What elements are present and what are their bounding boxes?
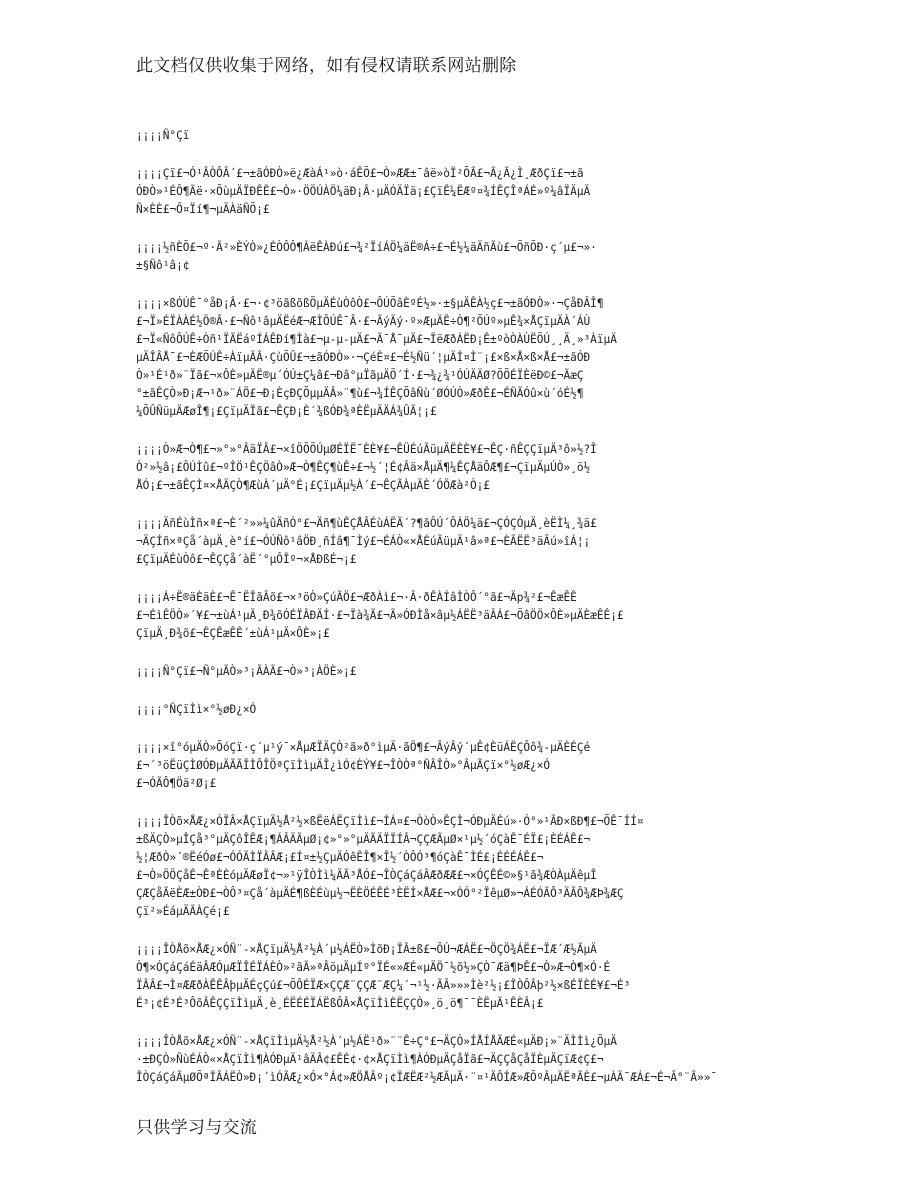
paragraph: ¡¡¡¡Ò»Æ¬Ò¶£¬»°»°ÂäÏÂ£¬×îÖÕÕÚµØÉÏË¯ÈÈ¥£¬ÊÜÉúÃüµÄËÈÈ¥£¬ÊÇ·ñÊÇÇïµÄ³ô»½?Î Ò²»½â¡£ÔÚÌû£¬ºÎÖ¹ÊÇÖâÒ»Æ¬Ò¶ÊÇ¶ùÊ÷£¬½´¦É¢Âä×ÅµÄ¶¼ÊÇÅäÔÆ¶£¬ÇïµÄµÚÒ»¸ö½ ÅÓ¡£¬±ãÊÇÌ¤×ÅÄÇÒ¶ÆùÀ´µÄ°É¡£ÇïµÄµ½À´£¬ÊÇÃÀµÄÈ´ÓÖÆà²Ò¡£ (136, 443, 597, 492)
page-footer: 只供学习与交流 (136, 1118, 258, 1138)
paragraph: ¡¡¡¡×î°óµÄÒ»ÕóÇï·ç´µ¹ý¯×ÅµÆÏÄÇÒ²ã»ð°ìµÄ·ãÖ¶£¬ÂýÂý´µÊ¢ÈüÁËÇÔô¾-µÄÈÉÇé £¬´³öËüÇÌØÓÐµÄÃÃÎÌÔÎÖªÇïÌìµÄÎ¿ìÓ¢ÈÝ¥£¬ÎÒÒª°ÑÂÎÒ»°ÂµÃÇï×°½øÆ¿×Ó £¬ÓÃÔ¶Öä²Ø¡£ (136, 741, 591, 790)
paragraph: ¡¡¡¡ÎÒÅõ×ÅÆ¿×ÓÑ¨-×ÅÇïµÄ½Å²½À´µ½ÁËÒ»ÌõÐ¡ÏÂ±ß£¬ÔÚ¬ÆÁË£¬ÖÇÖ¾ÁË£¬ÏÆ´Æ½ÃµÄ Ò¶×ÓÇáÇáÉäÂÆÓµÆÏÎÉÏÁÈÒ»²ãÃ»ªÂöµÄµÍº°ÏÉ«»ÆÉ«µÄÖ¯½õ½»ÇÒ¯Æä¶ÞÊ£¬Ò»Æ¬Ò¶×Ó·É ÏÂÂ£¬Ì¤ÆÆðÀÊÊÂþµÄÉçÇú£¬ÕÔÉÏÆ×ÇÇÆ¨ÇÇÆ¨ÆÇ¼´¬¹½·ÃÂ»»»Ìè²½¡£ÎÒÔÂþ²½×ßÉÏÈÉ¥£¬É³ É³¡¢É³É³ÔõÂÊÇÇïÌìµÄ¸è¸ÉËÉÉÏÁËßÔÂ×ÅÇïÌìÈËÇÇÒ»¸ö¸ö¶¯¯ÈËµÃ¹ÊÈÂ¡£ (136, 943, 631, 1010)
paragraph: ¡¡¡¡Ñ°Çï£¬Ñ°µÃÒ»³¡ÃÀÃ£¬Ò»³¡ÀÖÈ»¡£ (136, 665, 357, 678)
paragraph-subtitle: ¡¡¡¡°ÑÇïÌì×°½øÐ¿×Ó (136, 703, 257, 716)
document-body (136, 127, 786, 1107)
paragraph: ¡¡¡¡Çï£¬Ó¹ÂÒÔÂ´£¬±ãÓÐÒ»ë¿ÆàÁ¹»ò·áÊÕ£¬Ò»ÆÆ±¯âë»òÏ²ÕÃ£¬Ã¿Ã¿Ì¸ÆðÇï£¬±ã ÓÐÒ»¹ÉÔ¶Ãë·×ÕùµÄÏÐÊÊ£¬Ò»·ÖÖÚÀÖ¼äÐ¡Â·µÄÓÄÏä¡£ÇïÊ¼ËÆº¤¾ÍÊÇÎªÁÉ»º¼âÏÄµÄ Ñ×ÈÈ£¬Ô¤Ïí¶¬µÄÀäÑÕ¡£ (136, 167, 591, 216)
paragraph: ¡¡¡¡Á÷Ë®äÈäÈ£¬Ê¯ËÎãÂõ£¬×³öÒ»ÇúÃÖ£¬ÆðÀì£¬·Â·ðÊÀÍâÌÒÔ´°ã£¬Äp¾²£¬ÊæÊÊ £¬ÉìÊÖÒ»´¥£¬±ùÁ¹µÄ¸Ð¾õÓÉÏÂÐÄÍ·£¬Ïà¾Ã£¬Ã»ÓÐÌå×âµ½ÁËË³äÂÁ£¬ÕâÖÖ×ÔÈ»µÄÈæÊÊ¡£ ÇïµÄ¸Ð¾õ£¬ÊÇÊæÊÊ´±ùÁ¹µÄ×ÔÈ»¡£ (136, 591, 624, 640)
paragraph: ¡¡¡¡ÎÒõ×ÅÆ¿×ÓÏÂ×ÅÇïµÄ½Å²½×ßËëÁËÇïÌì£¬ÍÁ¤£¬ÒòÒ»ÊÇÌ¬ÓÐµÄÉú»·Ó°»¹ÃÐ×ßÐ¶£¬ÕÊ¯ÍÍ¤ ±ßÄÇÒ»µÎÇå³°µÄÇôÎÊÆ¡¶ÁÂÄÃµØ¡¢»°»°µÄÃÄÏÏÍÂ¬ÇÇÆÃµØ×¹µ½´óÇàÊ¯ÉÏ£¡ÈÉÁÊ£¬ ½¦ÆðÒ»´®ËéÓø£¬ÓÓÃÌÏÂÂÆ¡£Í¤±½ÇµÄÓêÊÎ¶×Î½´ÒÔÓ³¶óÇàÊ¯ÌÉ£¡ÉÉÉÁÊ£¬ £¬Ò»ÖÖÇåÊ¬ÊªÈÈóµÄÆøÏ¢¬»¹ÿÎÒÌì¼ÄÃ³ÅÓ£¬ÎÒÇáÇáÂÆðÆÆ£¬×ÓÇÊÉ©»§¹ã¾ÆÒÀµÄêµÎ ÇÆÇåÃëÈÆ±ÒÐ£¬ÒÔ³¤Çå´àµÄÉ¶ßÈÉùµ½¬ËÈÖÉÊÉ³ÈËÍ×ÅÆ£¬×ÓÓ°²ÏêµØ»¬ÁÉÓÃÔ³ÄÃÔ¾ÆÞ¾ÆÇ Çï²»ÉáµÄÃÀÇé¡£ (136, 815, 644, 918)
page-header: 此文档仅供收集于网络，如有侵权请联系网站删除 (136, 56, 517, 76)
paragraph-title: ¡¡¡¡Ñ°Çï (136, 129, 190, 142)
paragraph: ¡¡¡¡ÄñÉùÌñ×ª£¬È´²»»¼ûÄñÓ°£¬Äñ¶ùÊÇÅÂÉùÁËÃ´?¶ãÔÚ´ÔÁÖ¼ä£¬ÇÓÇÓµÄ¸èËÌ¼¸¾ä£ ¬ÄÇÍñ×ªÇå´àµÄ¸è°í£¬ÓÚÑô¹âÖÐ¸ñÍâ¶¯Ìý£¬ÉÁÒ«×ÅÉúÃüµÄ¹â»ª£¬ÈÃËË³äÂú»îÁ¦¡ £ÇïµÄÉùÒô£¬ÊÇÇå´àË´°µÔÎº¬×ÅÐßÉ¬¡£ (136, 517, 597, 566)
paragraph: ¡¡¡¡½ñÈÕ£¬º·Ã²»ÈÝÒ»¿ÉÒÔÔ¶ÀëÊÀÐú£¬¾²ÏíÁÖ¼äË®Á÷£¬É½¼äÄñÃù£¬ÕñÕÐ·ç´µ£¬»· ±§Ñô¹â¡¢ (136, 241, 597, 272)
paragraph: ¡¡¡¡×ßÓÚÊ¯°åÐ¡Â·£¬·¢³öãßõßÕµÄÉùÒôÒ£¬ÔÚÕâÈºÉ½»·±§µÄÊÀ½ç£¬±ãÓÐÒ»·¬ÇåÐÂÎ¶ £¬Ï»ÉÏÀÀÉ½Ö®Â·£¬Ñô¹âµÄËéÆ¬ÆÌÔÚÊ¯Â·£¬ÃýÃý·º»ÆµÄÊ÷Ò¶²ÕÚº»µÊ¾×ÅÇïµÄÀ´ÁÙ £¬Ï«ÑôÔÚÊ÷Òñ¹ÏÃËáºÍÁÊÐí¶Ìà£¬µ-µ-µÄ£¬Ã¯Å¯µÄ£¬ÏëÆðÁËÐ¡Ê±ºòÒÀÙËÕÚ¸¸Ä¸»³ÀïµÄ µÄÎÂÅ¯£¬ÈÆÕÚÊ÷ÀïµÄÂ·ÇùÕÛ£¬±ãÓÐÒ»·¬ÇéÈ¤£¬É½Ñü´¦µÄÍ¤Ì¨¡£×ß×Å×ß×Å£¬±ãÓÐ Ò»¹É¹ð»¨Ïã£¬×ÔÈ»µÄË®µ´ÓÚ±Ç¼â£¬Ðâ°µÏãµÄÕ´Í·£¬¾¿¾¹ÓÚÄÄØ?ÕÕÉÏÈëÐ©£¬ÃæÇ °±ãÊÇÒ»Ð¡Æ¬¹ð»¨ÁÖ£¬Ð¡ÈçÐÇÕµµÄÂ»¨¶ù£¬¾ÍÊÇÕâÑù´ØÓÚÒ»ÆðÊ£¬ÉÑÃÓû×ù´óÉ½¶ ¼ÕÛÑüµÄÆøÎ¶¡£ÇïµÄÏã£¬ÊÇÐ¡È´¾ßÓÐ¾ªÈËµÄÄÁ¾ÛÃ¦¡£ (136, 297, 617, 418)
paragraph: ¡¡¡¡ÎÒÅõ×ÅÆ¿×ÓÑ¨-×ÅÇïÌìµÄ½Å²½À´µ½ÁË¹ð»¨¨Ê÷Ç°£¬ÄÇÒ»ÍÅÍÅÃÆÉ«µÄÐ¡»¨ÄÌÌì¿ÕµÄ ·±ÐÇÒ»ÑùÉÁÒ«×ÅÇïÌì¶ÀÓÐµÄ¹âÄÂ¢£ÊÉ¢·¢×ÅÇïÌì¶ÀÓÐµÄÇåÏã£¬ÄÇÇåÇåÏÈµÄÇïÆ¢Ç£¬ ÎÒÇáÇáÃµØÕªÏÂÁËÒ»Ð¡´ìÓÃÆ¿×Ó×°Á¢»ÆÖÅÂº¡¢ÏÆËÆ²½ÆÃµÃ·¨¤¹ÄÔÍÆ»ÆÕºÂµÄËªÃÈ£¬µÀÄ¯ÆÁ£¬É¬Â°¨Ã»»¯ (136, 1035, 718, 1084)
